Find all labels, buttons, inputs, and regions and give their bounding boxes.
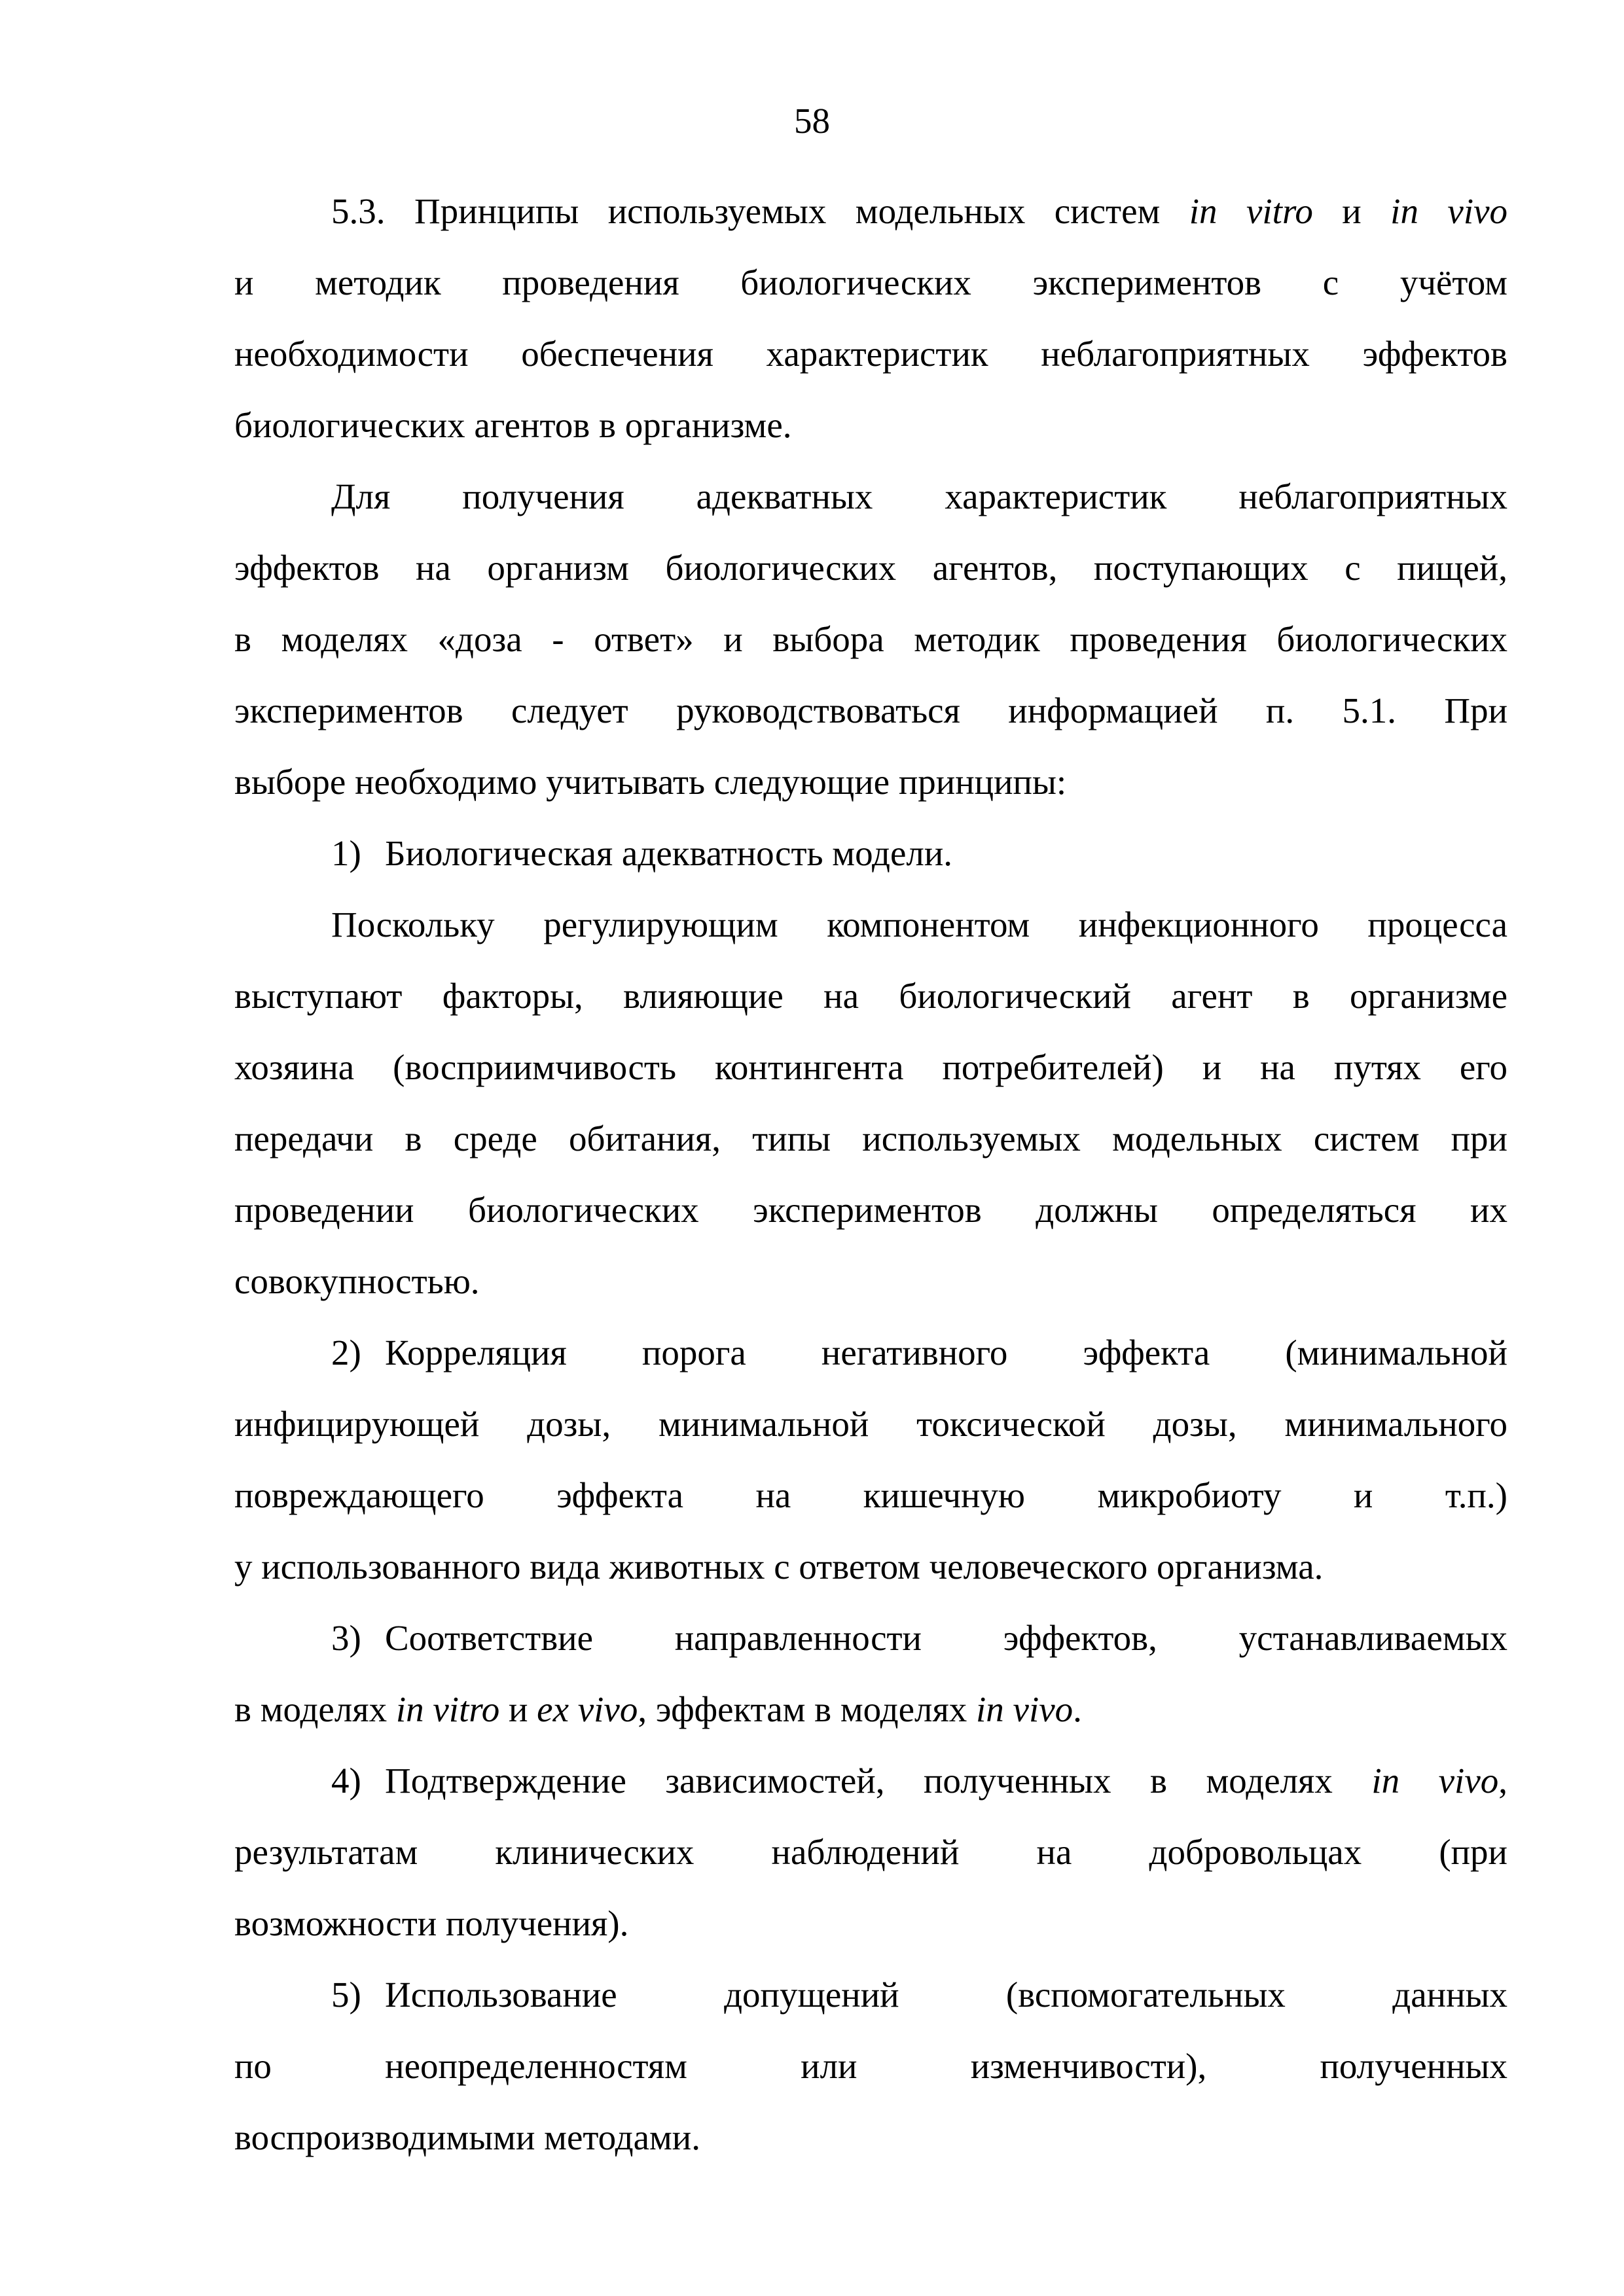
text-line: в моделях «доза - ответ» и выбора методик проведения биологических xyxy=(234,619,1507,659)
text-line: совокупностью. xyxy=(234,1261,480,1301)
intro-paragraph xyxy=(234,461,1507,817)
text-line: Для получения адекватных характеристик неблагоприятных xyxy=(331,476,1507,516)
text-line: 2) Корреляция порога негативного эффекта (минимальной xyxy=(234,1317,1507,1388)
text-line: биологических агентов в организме. xyxy=(234,405,792,445)
text-line: 5) Использование допущений (вспомогательных данных xyxy=(234,1959,1507,2030)
list-item-3 xyxy=(234,1602,1507,1745)
list-item-4 xyxy=(234,1745,1507,1959)
section-heading xyxy=(234,175,1507,461)
text-line: 1) Биологическая адекватность модели. xyxy=(234,817,1507,889)
text-line: 3) Соответствие направленности эффектов, устанавливаемых xyxy=(234,1602,1507,1674)
page-content xyxy=(234,175,1507,2173)
text-line: проведении биологических экспериментов должны определяться их xyxy=(234,1190,1507,1230)
text-line: хозяина (восприимчивость контингента потребителей) и на путях его xyxy=(234,1047,1507,1087)
list-item-2 xyxy=(234,1317,1507,1602)
text-line: передачи в среде обитания, типы используемых модельных систем при xyxy=(234,1119,1507,1158)
list-number: 1) xyxy=(331,833,361,873)
text-line: экспериментов следует руководствоваться информацией п. 5.1. При xyxy=(234,691,1507,730)
text-line: воспроизводимыми методами. xyxy=(234,2117,700,2157)
text-line: возможности получения). xyxy=(234,1903,629,1943)
text-line: 4) Подтверждение зависимостей, полученных в моделях in vivo, xyxy=(234,1745,1507,1816)
text-line: и методик проведения биологических экспериментов с учётом xyxy=(234,262,1507,302)
text-line: в моделях in vitro и ex vivo, эффектам в моделях in vivo. xyxy=(234,1689,1082,1729)
text-line: необходимости обеспечения характеристик неблагоприятных эффектов xyxy=(234,334,1507,374)
text-line: выступают факторы, влияющие на биологический агент в организме xyxy=(234,976,1507,1016)
text-line: по неопределенностям или изменчивости), полученных xyxy=(234,2046,1507,2086)
page-number: 58 xyxy=(794,101,830,141)
list-item-1 xyxy=(234,817,1507,889)
item1-paragraph xyxy=(234,889,1507,1317)
text-line: эффектов на организм биологических агентов, поступающих с пищей, xyxy=(234,548,1507,588)
list-item-5 xyxy=(234,1959,1507,2173)
text-line: Поскольку регулирующим компонентом инфекционного процесса xyxy=(331,905,1507,944)
list-number: 2) xyxy=(331,1333,361,1372)
text-line: 5.3. Принципы используемых модельных систем in vitro и in vivo xyxy=(331,191,1508,231)
text-line: у использованного вида животных с ответом человеческого организма. xyxy=(234,1547,1324,1587)
text-line: выборе необходимо учитывать следующие принципы: xyxy=(234,762,1067,802)
text-line: повреждающего эффекта на кишечную микробиоту и т.п.) xyxy=(234,1475,1507,1515)
list-number: 4) xyxy=(331,1761,361,1801)
text-line: результатам клинических наблюдений на добровольцах (при xyxy=(234,1832,1507,1872)
text-line: инфицирующей дозы, минимальной токсической дозы, минимального xyxy=(234,1404,1507,1444)
list-number: 3) xyxy=(331,1618,361,1658)
list-number: 5) xyxy=(331,1975,361,2015)
